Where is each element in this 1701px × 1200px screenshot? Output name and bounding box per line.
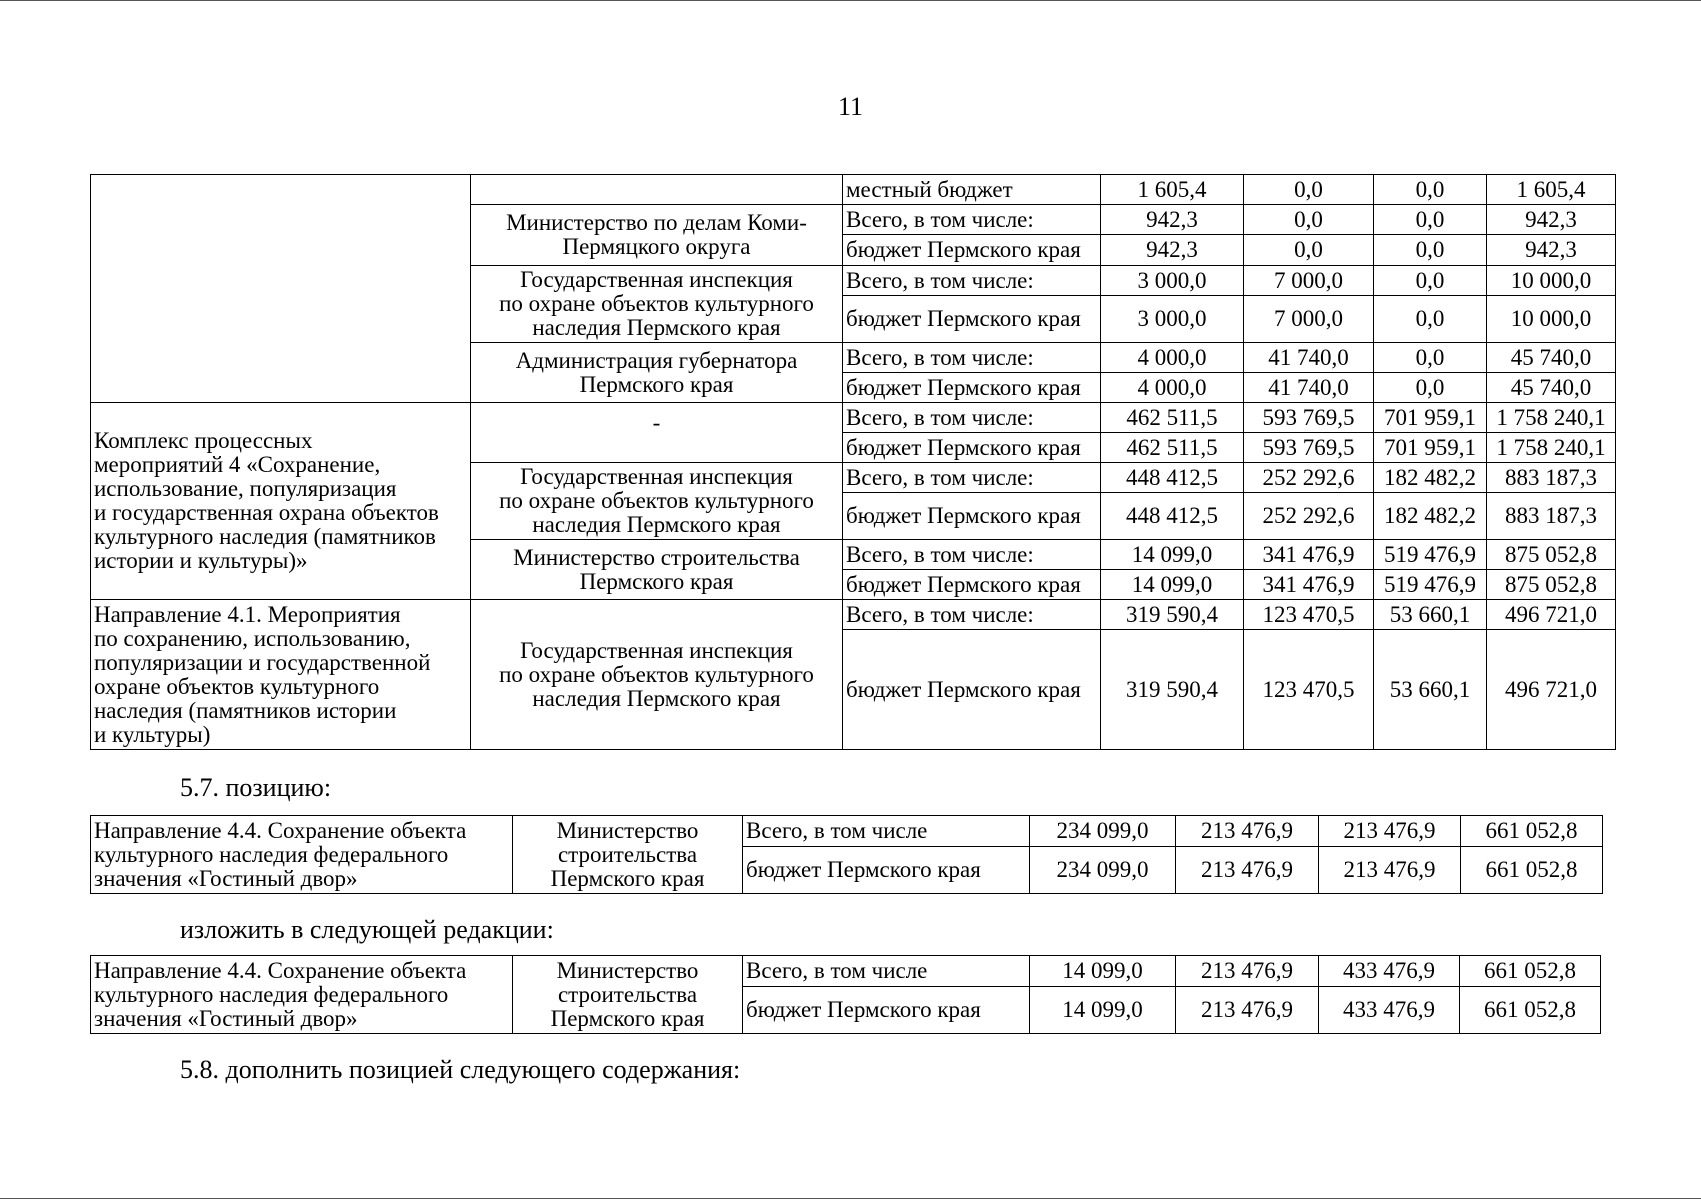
value-cell: 4 000,0: [1101, 343, 1244, 373]
value-cell: 53 660,1: [1374, 600, 1487, 630]
source-cell: бюджет Пермского края: [843, 235, 1101, 266]
value-cell: 0,0: [1374, 266, 1487, 296]
source-cell: бюджет Пермского края: [843, 296, 1101, 343]
value-cell: 462 511,5: [1101, 403, 1244, 433]
value-cell: 45 740,0: [1487, 343, 1616, 373]
source-cell: Всего, в том числе: [743, 956, 1030, 987]
source-cell: бюджет Пермского края: [843, 630, 1101, 750]
value-cell: 942,3: [1487, 205, 1616, 235]
value-cell: 433 476,9: [1319, 956, 1460, 987]
source-cell: Всего, в том числе:: [843, 463, 1101, 493]
value-cell: 661 052,8: [1461, 816, 1603, 847]
executor-cell-dash: -: [471, 403, 843, 463]
table-row: [91, 175, 1616, 205]
table-row: [91, 956, 1601, 987]
new-position-table: [90, 955, 1601, 1034]
old-position-table: [90, 815, 1603, 894]
value-cell: 0,0: [1374, 205, 1487, 235]
value-cell: 234 099,0: [1030, 847, 1176, 894]
source-cell: бюджет Пермского края: [843, 373, 1101, 403]
value-cell: 448 412,5: [1101, 493, 1244, 540]
value-cell: 341 476,9: [1244, 540, 1374, 570]
value-cell: 252 292,6: [1244, 493, 1374, 540]
value-cell: 7 000,0: [1244, 266, 1374, 296]
value-cell: 10 000,0: [1487, 266, 1616, 296]
page-number: 11: [837, 92, 864, 121]
value-cell: 41 740,0: [1244, 373, 1374, 403]
value-cell: 252 292,6: [1244, 463, 1374, 493]
paragraph-5-8: 5.8. дополнить позицией следующего содержания:: [180, 1055, 741, 1084]
program-cell-empty: [91, 175, 471, 403]
value-cell: 883 187,3: [1487, 463, 1616, 493]
program-cell: Направление 4.4. Сохранение объекта культурного наследия федерального значения «Гостиный двор»: [91, 816, 513, 894]
program-cell: Направление 4.4. Сохранение объекта культурного наследия федерального значения «Гостиный двор»: [91, 956, 513, 1034]
paragraph-edit: изложить в следующей редакции:: [180, 915, 554, 944]
source-cell: Всего, в том числе: [743, 816, 1030, 847]
value-cell: 1 605,4: [1101, 175, 1244, 205]
program-cell: Направление 4.1. Мероприятия по сохранению, использованию, популяризации и государственной охране объектов культурного наследия (памятников истории и культуры): [91, 600, 471, 750]
value-cell: 875 052,8: [1487, 540, 1616, 570]
value-cell: 45 740,0: [1487, 373, 1616, 403]
value-cell: 701 959,1: [1374, 433, 1487, 463]
value-cell: 875 052,8: [1487, 570, 1616, 600]
value-cell: 701 959,1: [1374, 403, 1487, 433]
value-cell: 661 052,8: [1461, 847, 1603, 894]
value-cell: 4 000,0: [1101, 373, 1244, 403]
source-cell: бюджет Пермского края: [743, 987, 1030, 1034]
program-cell: Комплекс процессных мероприятий 4 «Сохранение, использование, популяризация и государственная охрана объектов культурного наследия (памятников истории и культуры)»: [91, 403, 471, 600]
value-cell: 496 721,0: [1487, 630, 1616, 750]
value-cell: 213 476,9: [1176, 816, 1319, 847]
value-cell: 53 660,1: [1374, 630, 1487, 750]
value-cell: 10 000,0: [1487, 296, 1616, 343]
source-cell: Всего, в том числе:: [843, 540, 1101, 570]
executor-cell: Министерство по делам Коми- Пермяцкого округа: [471, 205, 843, 266]
value-cell: 234 099,0: [1030, 816, 1176, 847]
executor-cell-empty: [471, 175, 843, 205]
paragraph-5-7: 5.7. позицию:: [180, 773, 332, 802]
value-cell: 942,3: [1101, 235, 1244, 266]
value-cell: 319 590,4: [1101, 600, 1244, 630]
value-cell: 14 099,0: [1101, 540, 1244, 570]
table-row: [91, 403, 1616, 433]
value-cell: 213 476,9: [1176, 956, 1319, 987]
value-cell: 433 476,9: [1319, 987, 1460, 1034]
value-cell: 14 099,0: [1030, 987, 1176, 1034]
value-cell: 7 000,0: [1244, 296, 1374, 343]
value-cell: 0,0: [1374, 235, 1487, 266]
value-cell: 213 476,9: [1176, 847, 1319, 894]
value-cell: 519 476,9: [1374, 540, 1487, 570]
value-cell: 0,0: [1374, 296, 1487, 343]
value-cell: 213 476,9: [1176, 987, 1319, 1034]
value-cell: 661 052,8: [1460, 956, 1601, 987]
source-cell: Всего, в том числе:: [843, 600, 1101, 630]
source-cell: Всего, в том числе:: [843, 266, 1101, 296]
value-cell: 496 721,0: [1487, 600, 1616, 630]
value-cell: 661 052,8: [1460, 987, 1601, 1034]
value-cell: 883 187,3: [1487, 493, 1616, 540]
value-cell: 593 769,5: [1244, 433, 1374, 463]
value-cell: 0,0: [1374, 343, 1487, 373]
executor-cell: Государственная инспекция по охране объектов культурного наследия Пермского края: [471, 600, 843, 750]
value-cell: 213 476,9: [1319, 816, 1461, 847]
value-cell: 0,0: [1374, 175, 1487, 205]
value-cell: 942,3: [1101, 205, 1244, 235]
value-cell: 0,0: [1374, 373, 1487, 403]
value-cell: 41 740,0: [1244, 343, 1374, 373]
value-cell: 448 412,5: [1101, 463, 1244, 493]
source-cell: бюджет Пермского края: [843, 493, 1101, 540]
table-row: [91, 600, 1616, 630]
value-cell: 1 758 240,1: [1487, 433, 1616, 463]
executor-cell: Министерство строительства Пермского края: [471, 540, 843, 600]
source-cell: бюджет Пермского края: [843, 433, 1101, 463]
source-cell: Всего, в том числе:: [843, 403, 1101, 433]
value-cell: 123 470,5: [1244, 630, 1374, 750]
value-cell: 3 000,0: [1101, 296, 1244, 343]
executor-cell: Государственная инспекция по охране объектов культурного наследия Пермского края: [471, 266, 843, 343]
value-cell: 319 590,4: [1101, 630, 1244, 750]
value-cell: 213 476,9: [1319, 847, 1461, 894]
value-cell: 0,0: [1244, 205, 1374, 235]
value-cell: 182 482,2: [1374, 493, 1487, 540]
value-cell: 14 099,0: [1030, 956, 1176, 987]
source-cell: местный бюджет: [843, 175, 1101, 205]
main-table: [90, 174, 1616, 750]
executor-cell: Министерство строительства Пермского края: [513, 816, 743, 894]
executor-cell: Государственная инспекция по охране объектов культурного наследия Пермского края: [471, 463, 843, 540]
value-cell: 593 769,5: [1244, 403, 1374, 433]
value-cell: 462 511,5: [1101, 433, 1244, 463]
value-cell: 341 476,9: [1244, 570, 1374, 600]
value-cell: 942,3: [1487, 235, 1616, 266]
executor-cell: Администрация губернатора Пермского края: [471, 343, 843, 403]
executor-cell: Министерство строительства Пермского края: [513, 956, 743, 1034]
value-cell: 14 099,0: [1101, 570, 1244, 600]
value-cell: 123 470,5: [1244, 600, 1374, 630]
top-edge-line: [0, 0, 1701, 1]
table-row: [91, 816, 1603, 847]
source-cell: Всего, в том числе:: [843, 205, 1101, 235]
value-cell: 1 605,4: [1487, 175, 1616, 205]
value-cell: 0,0: [1244, 175, 1374, 205]
value-cell: 0,0: [1244, 235, 1374, 266]
bottom-edge-line: [0, 1198, 1701, 1199]
value-cell: 1 758 240,1: [1487, 403, 1616, 433]
value-cell: 519 476,9: [1374, 570, 1487, 600]
source-cell: Всего, в том числе:: [843, 343, 1101, 373]
value-cell: 3 000,0: [1101, 266, 1244, 296]
value-cell: 182 482,2: [1374, 463, 1487, 493]
source-cell: бюджет Пермского края: [843, 570, 1101, 600]
source-cell: бюджет Пермского края: [743, 847, 1030, 894]
